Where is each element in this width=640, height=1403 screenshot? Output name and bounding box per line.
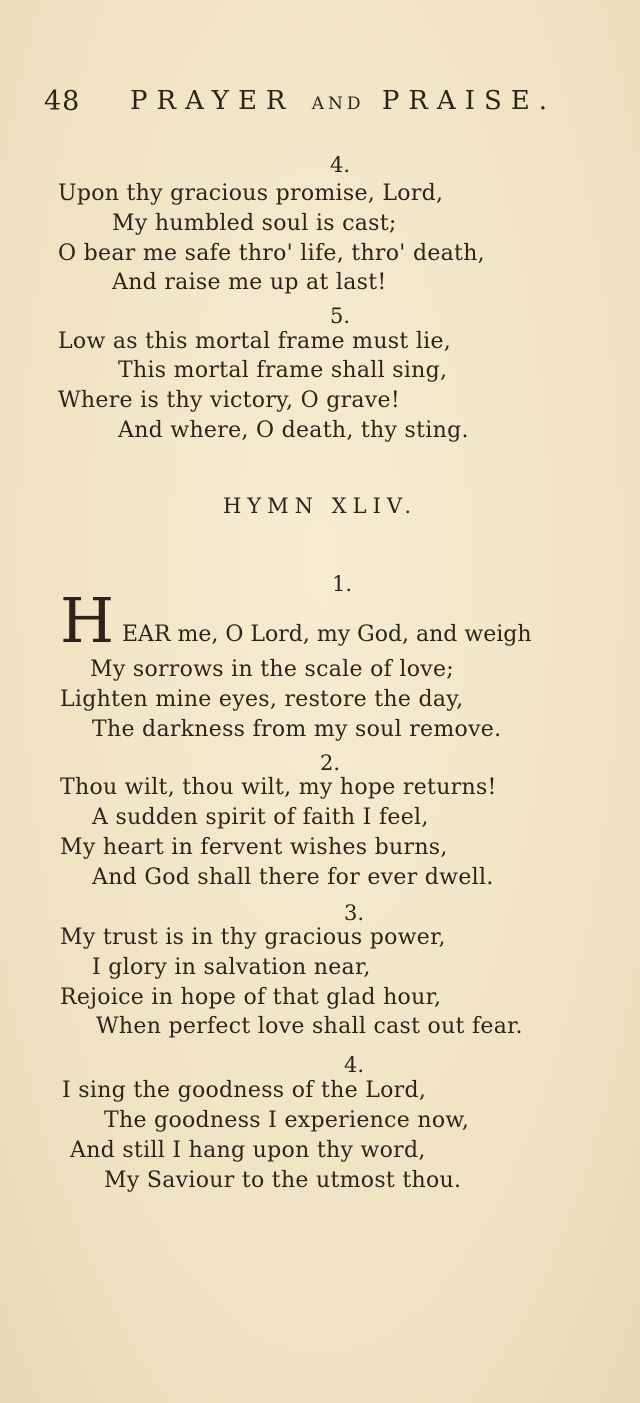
verse-line: I glory in salvation near, [92,955,371,980]
verse-line: And raise me up at last! [112,270,387,295]
verse-line: EAR me, O Lord, my God, and weigh [122,622,532,647]
stanza-number: 5. [329,304,351,328]
verse-line: Low as this mortal frame must lie, [58,329,452,354]
stanza-number: 1. [331,572,353,596]
verse-line: I sing the goodness of the Lord, [62,1078,427,1103]
verse-line: The darkness from my soul remove. [92,717,502,742]
verse-line: Where is thy victory, O grave! [58,388,400,413]
verse-line: And God shall there for ever dwell. [92,865,494,890]
verse-line: Lighten mine eyes, restore the day, [60,687,464,712]
verse-line: O bear me safe thro' life, thro' death, [58,241,485,266]
verse-line: A sudden spirit of faith I feel, [92,805,429,830]
hymn-title: HYMN XLIV. [222,494,418,518]
page-header [44,86,634,122]
drop-cap: H [60,584,115,657]
page-number: 48 [44,86,81,117]
verse-line: The goodness I experience now, [104,1108,470,1133]
verse-line: This mortal frame shall sing, [118,358,448,383]
verse-line: And still I hang upon thy word, [70,1138,426,1163]
running-head-prayer: PRAYER [130,86,295,116]
stanza-number: 2. [319,751,341,775]
running-head-and: AND [311,94,365,114]
verse-line: My heart in fervent wishes burns, [60,835,448,860]
verse-line: My Saviour to the utmost thou. [104,1168,462,1193]
verse-line: Thou wilt, thou wilt, my hope returns! [60,775,497,800]
verse-line: And where, O death, thy sting. [118,418,469,443]
running-head [130,86,556,116]
verse-line: Rejoice in hope of that glad hour, [60,985,442,1010]
stanza-number: 4. [343,1053,365,1077]
running-head-praise: PRAISE. [381,86,557,116]
verse-line: My trust is in thy gracious power, [60,925,446,950]
verse-line: My humbled soul is cast; [112,211,397,236]
stanza-number: 3. [343,901,365,925]
verse-line: My sorrows in the scale of love; [90,657,454,682]
verse-line: Upon thy gracious promise, Lord, [58,181,444,206]
verse-line: When perfect love shall cast out fear. [96,1014,523,1039]
stanza-number: 4. [329,153,351,177]
